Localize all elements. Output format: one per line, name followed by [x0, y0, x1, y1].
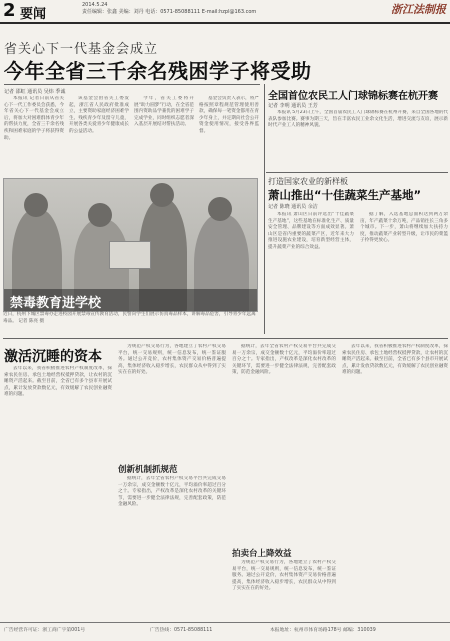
news-photo — [3, 178, 258, 312]
right-headline-1: 全国首位农民工人门球锦标赛在杭开赛 — [268, 91, 438, 102]
paragraph: 据统计，去年全省农村产权交易平台共完成交易一万余宗，成交金额数十亿元，平均溢价率超过百分之十。专家指出，产权改革是深化农村改革的关键环节，需要进一步健全法律法规，完善配套政策，防范金融风险。 — [118, 476, 226, 508]
paragraph: 今年，省关工委将开展“助力圆梦”行动，在全省范围内资助品学兼优的困难学子完成学业，同时组织志愿者深入基层开展结对帮扶活动。 — [134, 96, 194, 128]
right-byline-1: 记者 李明 通讯员 王芳 — [268, 103, 318, 109]
contact-phone: 电话：0571-85088111 E-mail:hzpl@163.com — [145, 9, 257, 15]
bottom-far-right-body — [342, 344, 448, 618]
person-head — [150, 183, 174, 207]
bottom-subhead-1: 创新机制抓规范 — [118, 465, 178, 475]
right-byline-2: 记者 陈晓 通讯员 余洁 — [268, 204, 318, 210]
photo-caption: 近日，杭州下城区禁毒办走进校园开展禁毒宣传教育活动，民警向学生们展示仿真毒品样本，讲解毒品危害，引导青少年远离毒品。 记者 陈亮 摄 — [3, 312, 256, 324]
photo-title: 禁毒教育进学校 — [10, 296, 102, 311]
lead-column-4 — [199, 96, 259, 176]
display-board — [109, 241, 151, 269]
masthead-info — [82, 2, 256, 16]
bottom-mid-body — [118, 476, 226, 616]
right-story-2-body-cont — [360, 212, 448, 332]
person-head — [24, 193, 48, 217]
footer-address: 本报地址：杭州市体育场路178号 邮编：310039 — [270, 628, 376, 633]
paragraph: 为规范产权交易行为，各地建立了农村产权交易平台，统一交易规则，统一信息发布，统一鉴证服务。通过公开竞价，农村集体资产交易价格普遍提高，集体经济收入稳步增长，农民群众从中得到了实实在在的好处。 — [118, 344, 226, 376]
paragraph: 据统计，去年全省农村产权交易平台共完成交易一万余宗，成交金额数十亿元，平均溢价率超过百分之十。专家指出，产权改革是深化农村改革的关键环节，需要进一步健全法律法规，完善配套政策，防范金融风险。 — [232, 344, 336, 376]
paragraph: 本报讯 记者日前从省关心下一代工作委员会获悉，今年省关心下一代基金会成立后，将加大对困难群体青少年的帮扶力度，全省三千余名残疾和困难家庭的学子将获得资助。 — [4, 96, 64, 141]
person-head — [208, 197, 232, 221]
lead-kicker: 省关心下一代基金会成立 — [4, 42, 159, 57]
paragraph: 基金会负责人表示，将严格按照章程规范管理使用善款，确保每一笔资金都用在青少年身上，并定期向社会公开资金使用情况，接受各界监督。 — [199, 96, 259, 134]
paragraph: 据了解，入选基地总面积达到两万余亩，年产蔬菜十余万吨，产品销往长三角多个城市。下一步，萧山将继续加大扶持力度，推动蔬菜产业转型升级，让市民的菜篮子拎得更放心。 — [360, 212, 448, 244]
page-footer — [0, 622, 450, 641]
footer-license: 广告经营许可证：浙工商广字第001号 — [4, 628, 86, 633]
editors: 责任编辑：张鑫 美编：刘丹 — [82, 9, 144, 15]
right-story-2-body — [268, 212, 354, 332]
paragraph: 去年以来，我省积极推进农村产权制度改革，探索农民住房、承包土地经营权抵押贷款，让农村的沉睡资产活起来。截至目前，全省已有多个县市开展试点，累计发放贷款数亿元，有效缓解了农民创业融资难的问题。 — [342, 344, 448, 376]
bottom-left-headline: 激活沉睡的资本 — [4, 349, 102, 365]
footer-ad-hotline: 广告热线：0571-85088111 — [150, 628, 213, 633]
person-head — [88, 203, 112, 227]
bottom-right-body-1 — [232, 344, 336, 542]
paragraph: 本报讯 5月23日上午，全国首届农民工人门球锦标赛在杭州开赛，来自全国各地的代表队参加比赛。赛事为期三天，旨在丰富农民工业余文化生活，增进交流与友谊，展示新时代产业工人的精神风貌。 — [268, 110, 448, 129]
bottom-left-body — [4, 366, 112, 618]
divider — [4, 84, 260, 85]
column-divider — [264, 84, 265, 334]
section-title: 要闻 — [20, 7, 47, 22]
right-headline-2: 萧山推出“十佳蔬菜生产基地” — [268, 188, 422, 202]
paragraph: 本报讯 萧山区日前评选出“十佳蔬菜生产基地”，这些基地在标准化生产、质量安全管理、品牌建设等方面成效显著。萧山区是省内重要的蔬菜产区，近年来大力推进设施农业建设，培育新型经营主体，提升蔬菜产业的综合效益。 — [268, 212, 354, 250]
masthead — [0, 0, 450, 24]
divider — [266, 172, 448, 173]
issue-date: 2014.5.24 — [82, 2, 108, 8]
lead-column-2 — [69, 96, 129, 176]
bottom-mid-body-top — [118, 344, 226, 459]
lead-headline: 今年全省三千余名残困学子将受助 — [4, 59, 312, 83]
lead-byline: 记者 邵虹 通讯员 吴炜 季诚 — [4, 89, 66, 95]
divider — [3, 338, 448, 339]
lead-column-1 — [4, 96, 64, 176]
right-kicker-2: 打造国家农业的新样板 — [268, 177, 348, 186]
paragraph: 为规范产权交易行为，各地建立了农村产权交易平台，统一交易规则，统一信息发布，统一鉴证服务。通过公开竞价，农村集体资产交易价格普遍提高，集体经济收入稳步增长，农民群众从中得到了实实在在的好处。 — [232, 560, 336, 592]
lead-column-3 — [134, 96, 194, 176]
photo-title-bar — [4, 289, 257, 311]
paragraph: 去年以来，我省积极推进农村产权制度改革，探索农民住房、承包土地经营权抵押贷款，让农村的沉睡资产活起来。截至目前，全省已有多个县市开展试点，累计发放贷款数亿元，有效缓解了农民创业融资难的问题。 — [4, 366, 112, 398]
paragraph: 该基金会由省关工委发起，浙江省人民政府批准成立，主要资助家庭经济困难学生、残疾青少年及留守儿童，开展各类关爱青少年健康成长的公益活动。 — [69, 96, 129, 134]
bottom-subhead-2: 拍卖台上降效益 — [232, 549, 292, 559]
page-number: 2 — [3, 0, 16, 21]
newspaper-logo: 浙江法制报 — [391, 3, 446, 16]
right-story-1-body — [268, 110, 448, 170]
bottom-right-body-2 — [232, 560, 336, 618]
